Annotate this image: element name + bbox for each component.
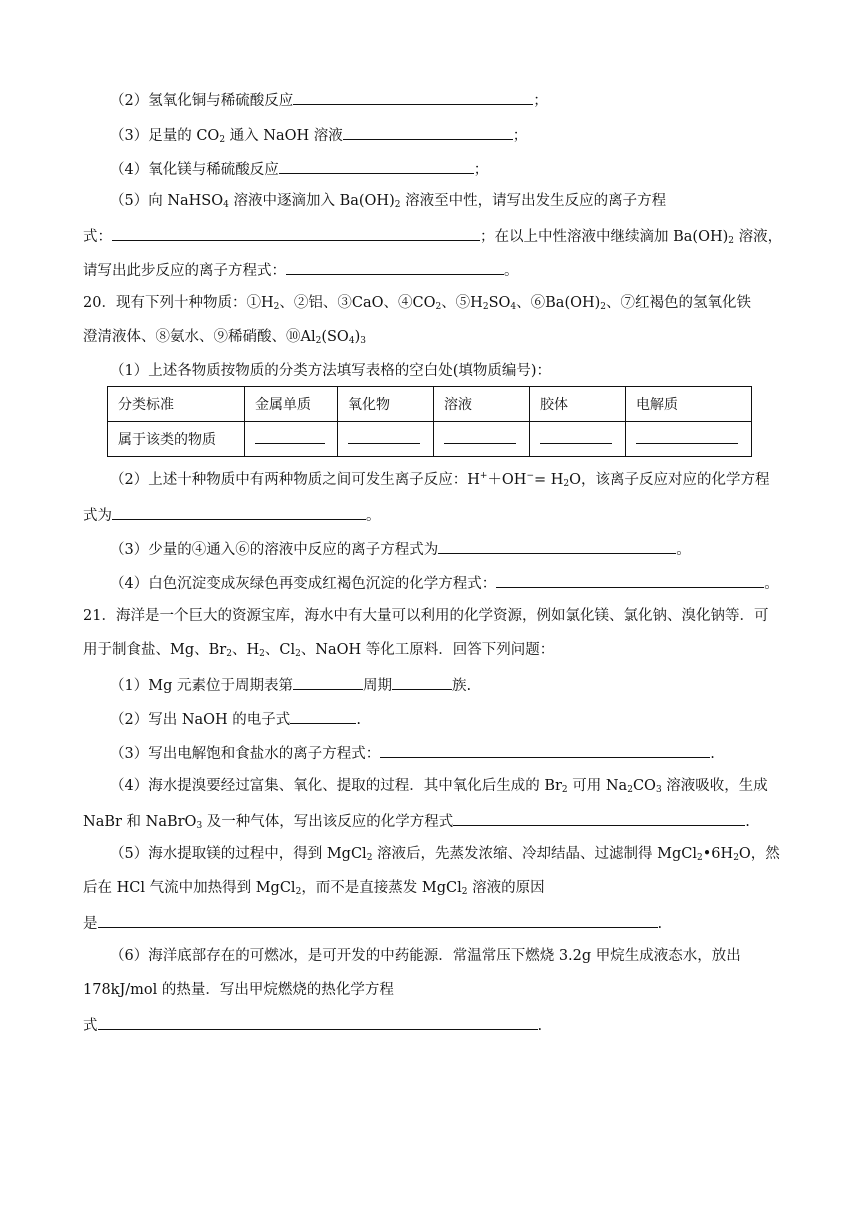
q19-part5-line3: 请写出此步反应的离子方程式： 。 <box>0 259 860 281</box>
table-header-row <box>108 387 752 422</box>
answer-blank[interactable] <box>98 1014 538 1030</box>
header-cell: 氧化物 <box>338 387 434 422</box>
answer-blank[interactable] <box>98 912 658 928</box>
q21-part2: （2）写出 NaOH 的电子式 . <box>0 708 860 730</box>
q21-part6-line2: 178kJ/mol 的热量．写出甲烷燃烧的热化学方程 <box>83 982 394 998</box>
q20-stem-line1: 20．现有下列十种物质：$①H_2$、②铝、③CaO、$④CO_2$、$⑤H_2SO_4$、$⑥Ba(OH)_2$、⑦红褐色的氢氧化铁 <box>83 295 752 312</box>
table-cell <box>338 422 434 457</box>
q21-part4-line2: NaBr 和 NaBrO$_3$ 及一种气体，写出该反应的化学方程式 . <box>0 810 860 832</box>
table-cell <box>434 422 530 457</box>
header-cell: 胶体 <box>530 387 626 422</box>
q21-part5-line3: 是 . <box>0 912 860 934</box>
q20-stem-line2: 澄清液体、⑧氨水、⑨稀硝酸、$⑩Al_2(SO_4)_3$ <box>83 329 366 346</box>
q20-part4: （4）白色沉淀变成灰绿色再变成红褐色沉淀的化学方程式： 。 <box>0 572 860 594</box>
header-cell: 金属单质 <box>245 387 338 422</box>
q20-part2-line1: （2）上述十种物质中有两种物质之间可发生离子反应：$H^++OH^-= H_2O$，该离子反应对应的化学方程 <box>110 471 770 489</box>
header-cell: 溶液 <box>434 387 530 422</box>
q21-part1: （1）Mg 元素位于周期表第 周期 族. <box>0 674 860 696</box>
q19-part5-line2: 式： ；在以上中性溶液中继续滴加 $Ba(OH)_2$ 溶液， <box>0 225 860 247</box>
q19-part3: （3）足量的 $CO_2$ 通入 NaOH 溶液 ； <box>0 124 860 146</box>
row-label: 属于该类的物质 <box>108 422 245 457</box>
answer-blank[interactable] <box>112 225 480 241</box>
answer-blank[interactable] <box>112 504 366 520</box>
answer-blank[interactable] <box>392 674 452 690</box>
answer-blank[interactable] <box>348 431 420 444</box>
q21-stem-line2: 用于制食盐、Mg、$Br_2$、$H_2$、$Cl_2$、NaOH 等化工原料．回答下列问题： <box>83 642 555 659</box>
q21-part5-line1: （5）海水提取镁的过程中，得到 MgCl$_2$ 溶液后，先蒸发浓缩、冷却结晶、过滤制得 $MgCl_2•6H_2O$，然 <box>110 846 780 863</box>
answer-blank[interactable] <box>496 572 764 588</box>
answer-blank[interactable] <box>286 259 504 275</box>
q21-part3: （3）写出电解饱和食盐水的离子方程式： . <box>0 742 860 764</box>
answer-blank[interactable] <box>380 742 710 758</box>
answer-blank[interactable] <box>453 810 745 826</box>
classification-table <box>107 386 752 457</box>
answer-blank[interactable] <box>444 431 516 444</box>
q21-stem-line1: 21．海洋是一个巨大的资源宝库，海水中有大量可以利用的化学资源，例如氯化镁、氯化钠、溴化钠等．可 <box>83 608 769 624</box>
header-cell: 电解质 <box>626 387 752 422</box>
q21-part5-line2: 后在 HCl 气流中加热得到 MgCl$_2$，而不是直接蒸发 MgCl$_2$ 溶液的原因 <box>83 880 545 897</box>
q19-part5-line1: （5）向 NaHSO$_4$ 溶液中逐滴加入 $Ba(OH)_2$ 溶液至中性，请写出发生反应的离子方程 <box>110 193 667 210</box>
answer-blank[interactable] <box>255 431 325 444</box>
q20-part1: （1）上述各物质按物质的分类方法填写表格的空白处(填物质编号)： <box>110 363 552 379</box>
q20-part2-line2: 式为 。 <box>0 504 860 526</box>
answer-blank[interactable] <box>540 431 612 444</box>
answer-blank[interactable] <box>293 674 363 690</box>
header-cell: 分类标准 <box>108 387 245 422</box>
table-row <box>108 422 752 457</box>
q21-part6-line3: 式 . <box>0 1014 860 1036</box>
answer-blank[interactable] <box>438 538 676 554</box>
q19-part4: （4）氧化镁与稀硫酸反应 ； <box>0 158 860 180</box>
q21-part4-line1: （4）海水提溴要经过富集、氧化、提取的过程．其中氧化后生成的 $Br_2$ 可用 $Na_2CO_3$ 溶液吸收，生成 <box>110 778 768 795</box>
answer-blank[interactable] <box>636 431 738 444</box>
answer-blank[interactable] <box>290 708 356 724</box>
q21-part6-line1: （6）海洋底部存在的可燃冰，是可开发的中药能源．常温常压下燃烧 3.2g 甲烷生成液态水，放出 <box>110 948 741 964</box>
table-cell <box>626 422 752 457</box>
q20-part3: （3）少量的④通入⑥的溶液中反应的离子方程式为 。 <box>0 538 860 560</box>
table-cell <box>530 422 626 457</box>
table-cell <box>245 422 338 457</box>
q19-part2: （2）氢氧化铜与稀硫酸反应 ； <box>0 89 860 111</box>
answer-blank[interactable] <box>293 89 533 105</box>
answer-blank[interactable] <box>279 158 474 174</box>
answer-blank[interactable] <box>343 124 513 140</box>
